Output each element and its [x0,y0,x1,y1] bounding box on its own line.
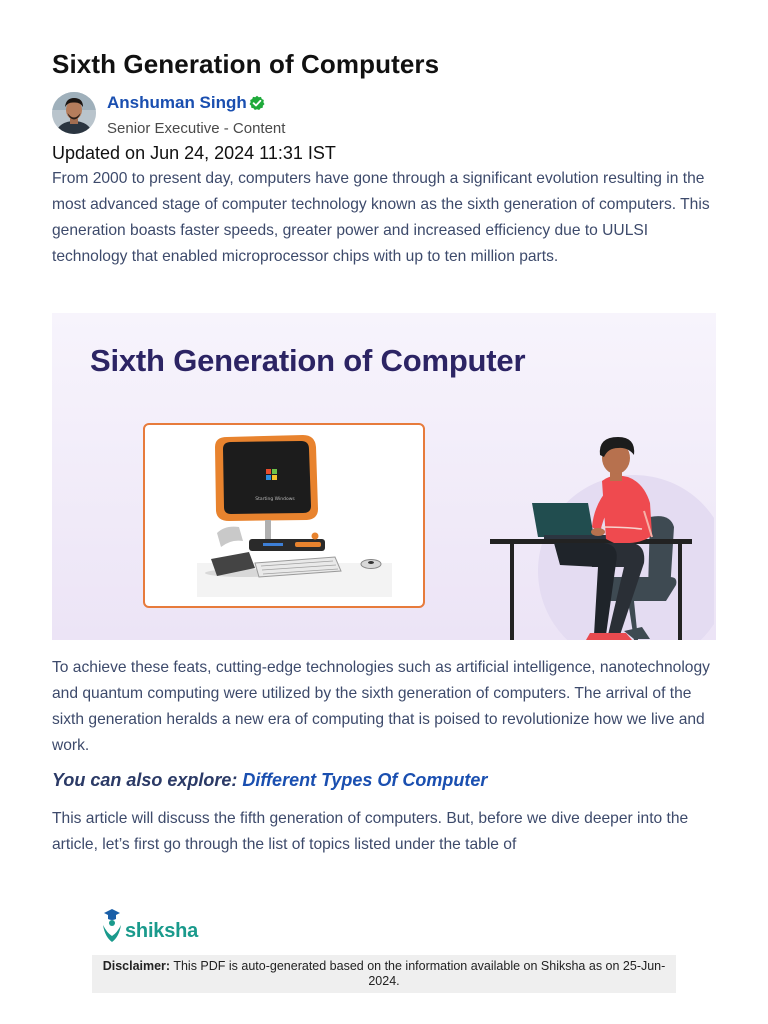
body-paragraph-1: To achieve these feats, cutting-edge technologies such as artificial intelligence, nanotechnology and quantum computing were utilized by the sixth generation of computers. The arrival of the sixth generation heralds a new era of computing that is poised to revolutionize how we live and work. [52,659,710,754]
author-name-link[interactable] [107,93,265,113]
disclaimer-body: This PDF is auto-generated based on the information available on Shiksha as on 25-Jun-2024. [170,959,666,988]
author-role: Senior Executive - Content [107,120,286,137]
shiksha-logo-text: shiksha [125,920,199,942]
explore-link[interactable]: Different Types Of Computer [242,770,488,790]
hero-title: Sixth Generation of Computer [90,343,526,378]
avatar[interactable] [52,92,96,134]
person-at-laptop-illustration [474,431,714,640]
page-title: Sixth Generation of Computers [52,49,440,79]
shiksha-logo-icon [100,907,124,943]
author-photo [52,92,96,134]
disclaimer-text [92,959,676,989]
verified-check-icon [249,95,265,111]
computer-illustration [145,425,423,606]
disclaimer-box [92,955,676,993]
intro-paragraph: From 2000 to present day, computers have gone through a significant evolution resulting in the most advanced stage of computer technology known as the sixth generation of computers. This generation boasts faster speeds, greater power and increased efficiency due to UULSI technology that enabled microprocessor chips with up to ten million parts. [52,170,710,265]
updated-timestamp: Updated on Jun 24, 2024 11:31 IST [52,143,336,163]
shiksha-logo[interactable] [100,907,198,943]
explore-prefix: You can also explore: [52,770,243,790]
author-name[interactable]: Anshuman Singh [107,93,247,112]
hero-image [52,313,716,640]
body-paragraph-2: This article will discuss the fifth generation of computers. But, before we dive deeper into the article, let’s first go through the list of topics listed under the table of [52,810,689,853]
explore-line [52,770,487,791]
screen-text: Starting Windows [255,497,295,502]
disclaimer-label: Disclaimer: [102,959,171,973]
computer-photo-card [143,423,425,608]
